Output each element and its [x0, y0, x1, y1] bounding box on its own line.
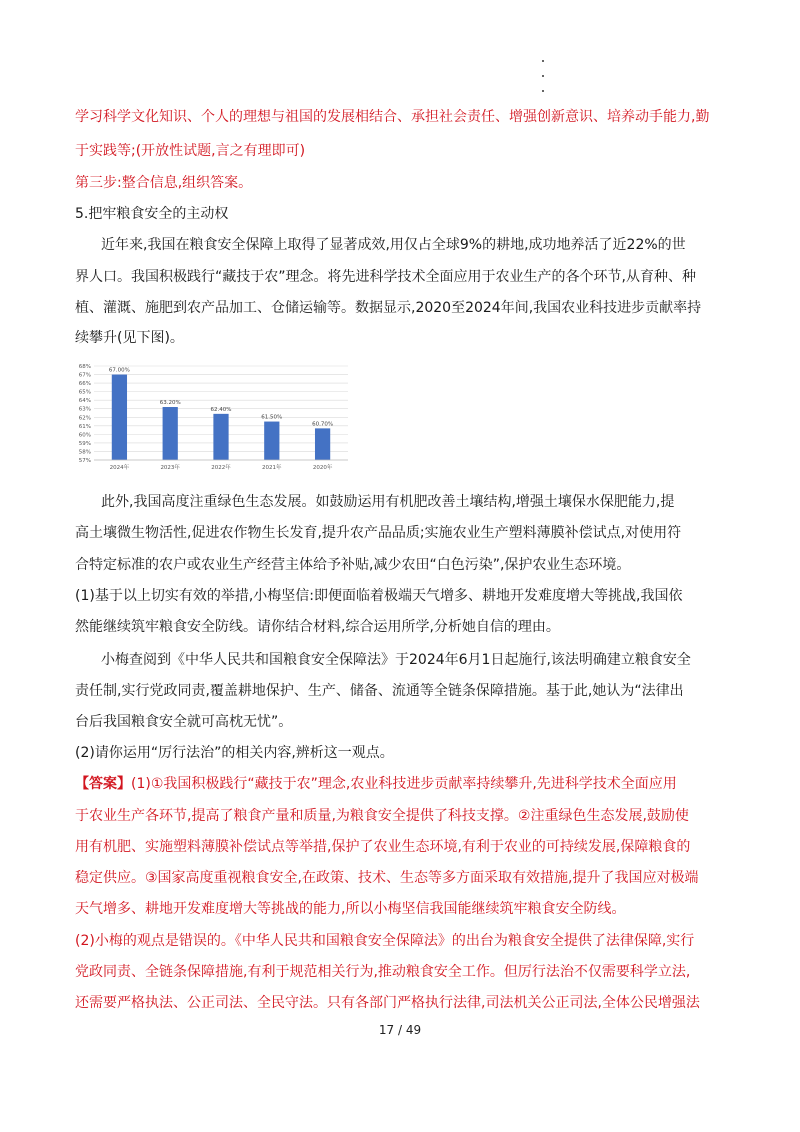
text-line: 学习科学文化知识、个人的理想与祖国的发展相结合、承担社会责任、增强创新意识、培养动手能力,勤 [75, 109, 710, 125]
paragraph-line: 小梅查阅到《中华人民共和国粮食安全保障法》于2024年6月1日起施行,该法明确建立粮食安全 [101, 652, 691, 668]
x-tick-label: 2021年 [262, 465, 282, 471]
y-tick-label: 60% [78, 432, 91, 439]
header-dots [540, 60, 546, 105]
dot [542, 60, 544, 62]
y-tick-label: 65% [78, 389, 91, 396]
y-tick-label: 63% [78, 406, 91, 413]
page-number: 17 / 49 [378, 1023, 422, 1037]
answer-line: 还需要严格执法、公正司法、全民守法。只有各部门严格执行法律,司法机关公正司法,全体公民增强法 [75, 995, 700, 1011]
step-line: 第三步:整合信息,组织答案。 [75, 175, 253, 191]
paragraph-line: 台后我国粮食安全就可高枕无忧”。 [75, 714, 293, 730]
y-tick-label: 67% [78, 372, 91, 379]
paragraph-line: 此外,我国高度注重绿色生态发展。如鼓励运用有机肥改善土壤结构,增强土壤保水保肥能力,提 [101, 494, 675, 510]
y-tick-label: 62% [78, 415, 91, 422]
data-label: 60.70% [312, 421, 334, 428]
data-label: 67.00% [108, 367, 130, 374]
paragraph-line: 高土壤微生物活性,促进农作物生长发育,提升农产品品质;实施农业生产塑料薄膜补偿试点,对使用符 [75, 525, 682, 541]
paragraph-line: 植、灌溉、施肥到农产品加工、仓储运输等。数据显示,2020至2024年间,我国农业科技进步贡献率持 [75, 300, 702, 316]
y-tick-label: 61% [78, 423, 91, 430]
answer-line [75, 774, 730, 794]
answer-line: 稳定供应。③国家高度重视粮食安全,在政策、技术、生态等多方面采取有效措施,提升了我国应对极端 [75, 870, 699, 886]
x-tick-label: 2024年 [109, 465, 130, 471]
data-label: 61.50% [261, 414, 283, 421]
y-tick-label: 58% [78, 449, 91, 456]
y-tick-label: 66% [78, 381, 91, 388]
bar [163, 407, 178, 460]
data-label: 62.40% [210, 406, 232, 413]
y-tick-label: 59% [78, 440, 91, 447]
dot [542, 90, 544, 92]
paragraph-line: 续攀升(见下图)。 [75, 330, 184, 346]
y-tick-label: 68% [78, 364, 91, 370]
answer-line: 用有机肥、实施塑料薄膜补偿试点等举措,保护了农业生态环境,有利于农业的可持续发展,保障粮食的 [75, 839, 691, 855]
text-line: 于实践等;(开放性试题,言之有理即可) [75, 143, 306, 159]
paragraph-line: 界人口。我国积极践行“藏技于农”理念。将先进科学技术全面应用于农业生产的各个环节,从育种、种 [75, 269, 696, 285]
paragraph-line: 合特定标准的农户或农业生产经营主体给予补贴,减少农田“白色污染”,保护农业生态环境。 [75, 557, 631, 573]
y-tick-label: 57% [78, 458, 91, 464]
answer-line: 党政同责、全链条保障措施,有利于规范相关行为,推动粮食安全工作。但厉行法治不仅需要科学立法, [75, 964, 691, 980]
answer-tag: 【答案】 [75, 776, 131, 792]
answer-text: (1)①我国积极践行“藏技于农”理念,农业科技进步贡献率持续攀升,先进科学技术全面应用 [131, 776, 677, 792]
answer-line: (2)小梅的观点是错误的。《中华人民共和国粮食安全保障法》的出台为粮食安全提供了法律保障,实行 [75, 933, 695, 949]
y-tick-label: 64% [78, 398, 91, 405]
bar-chart [72, 360, 350, 478]
bar [315, 428, 330, 460]
question-line: 然能继续筑牢粮食安全防线。请你结合材料,综合运用所学,分析她自信的理由。 [75, 619, 560, 635]
answer-line: 于农业生产各环节,提高了粮食产量和质量,为粮食安全提供了科技支撑。②注重绿色生态发展,鼓励使 [75, 808, 689, 824]
bar [112, 375, 127, 460]
bar [264, 422, 279, 460]
paragraph-line: 近年来,我国在粮食安全保障上取得了显著成效,用仅占全球9%的耕地,成功地养活了近22%的世 [101, 237, 686, 253]
x-tick-label: 2020年 [312, 465, 333, 471]
answer-line: 天气增多、耕地开发难度增大等挑战的能力,所以小梅坚信我国能继续筑牢粮食安全防线。 [75, 901, 626, 917]
data-label: 63.20% [159, 400, 181, 407]
question-line: (2)请你运用“厉行法治”的相关内容,辨析这一观点。 [75, 745, 394, 761]
question-line: (1)基于以上切实有效的举措,小梅坚信:即便面临着极端天气增多、耕地开发难度增大等挑战,我国依 [75, 588, 683, 604]
dot [542, 75, 544, 77]
question-heading: 5.把牢粮食安全的主动权 [75, 206, 229, 222]
bar [213, 414, 228, 460]
x-tick-label: 2022年 [211, 465, 231, 471]
x-tick-label: 2023年 [160, 465, 180, 471]
paragraph-line: 责任制,实行党政同责,覆盖耕地保护、生产、储备、流通等全链条保障措施。基于此,她认为“法律出 [75, 683, 684, 699]
